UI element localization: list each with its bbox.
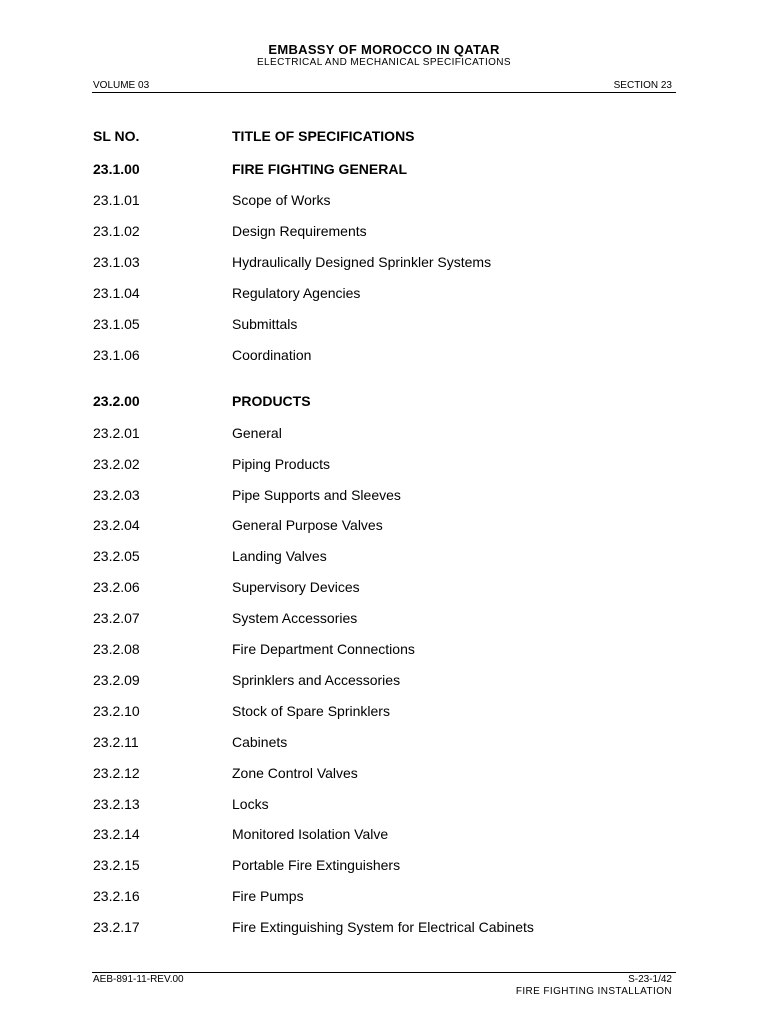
item-number: 23.1.01 bbox=[93, 192, 140, 208]
item-number: 23.2.04 bbox=[93, 517, 140, 533]
item-number: 23.2.06 bbox=[93, 579, 140, 595]
item-title: Design Requirements bbox=[232, 223, 367, 239]
item-number: 23.1.06 bbox=[93, 347, 140, 363]
toc-item bbox=[0, 826, 768, 846]
toc-item bbox=[0, 285, 768, 305]
page-number: S-23-1/42 bbox=[628, 974, 672, 985]
toc-item bbox=[0, 641, 768, 661]
item-number: 23.2.11 bbox=[93, 734, 139, 750]
header-divider bbox=[92, 92, 676, 93]
toc-item bbox=[0, 223, 768, 243]
item-number: 23.2.09 bbox=[93, 672, 140, 688]
toc-item bbox=[0, 796, 768, 816]
toc-section-heading bbox=[0, 393, 768, 413]
item-title: Cabinets bbox=[232, 734, 288, 750]
item-number: 23.1.04 bbox=[93, 285, 140, 301]
item-number: 23.1.02 bbox=[93, 223, 140, 239]
item-title: Submittals bbox=[232, 316, 298, 332]
item-number: 23.2.07 bbox=[93, 610, 140, 626]
item-number: 23.2.08 bbox=[93, 641, 140, 657]
toc-item bbox=[0, 734, 768, 754]
item-number: 23.2.13 bbox=[93, 796, 140, 812]
toc-item bbox=[0, 517, 768, 537]
section-label: SECTION 23 bbox=[613, 80, 672, 91]
column-title: TITLE OF SPECIFICATIONS bbox=[232, 128, 415, 144]
item-title: Regulatory Agencies bbox=[232, 285, 361, 301]
item-title: Fire Pumps bbox=[232, 888, 304, 904]
toc-item bbox=[0, 857, 768, 877]
toc-item bbox=[0, 610, 768, 630]
item-title: System Accessories bbox=[232, 610, 358, 626]
toc-item bbox=[0, 192, 768, 212]
item-title: Supervisory Devices bbox=[232, 579, 360, 595]
item-number: 23.1.03 bbox=[93, 254, 140, 270]
item-number: 23.2.05 bbox=[93, 548, 140, 564]
toc-column-header bbox=[0, 128, 768, 148]
item-title: Locks bbox=[232, 796, 269, 812]
item-title: Pipe Supports and Sleeves bbox=[232, 487, 401, 503]
item-title: General bbox=[232, 425, 282, 441]
item-title: Zone Control Valves bbox=[232, 765, 358, 781]
toc-item bbox=[0, 579, 768, 599]
item-number: 23.2.17 bbox=[93, 919, 140, 935]
item-title: Piping Products bbox=[232, 456, 331, 472]
toc-item bbox=[0, 888, 768, 908]
item-title: Monitored Isolation Valve bbox=[232, 826, 389, 842]
item-number: 23.2.16 bbox=[93, 888, 140, 904]
toc-item bbox=[0, 456, 768, 476]
toc-item bbox=[0, 548, 768, 568]
item-title: Fire Extinguishing System for Electrical Cabinets bbox=[232, 919, 534, 935]
toc-item bbox=[0, 347, 768, 367]
item-title: Scope of Works bbox=[232, 192, 331, 208]
column-sl-no: SL NO. bbox=[93, 128, 140, 144]
toc-section-heading bbox=[0, 161, 768, 181]
item-title: General Purpose Valves bbox=[232, 517, 383, 533]
toc-item bbox=[0, 765, 768, 785]
item-title: Stock of Spare Sprinklers bbox=[232, 703, 390, 719]
toc-item bbox=[0, 703, 768, 723]
item-number: 23.2.01 bbox=[93, 425, 140, 441]
document-subtitle: ELECTRICAL AND MECHANICAL SPECIFICATIONS bbox=[256, 57, 511, 68]
toc-item bbox=[0, 919, 768, 939]
item-number: 23.2.02 bbox=[93, 456, 140, 472]
item-number: 23.2.10 bbox=[93, 703, 140, 719]
item-title: Landing Valves bbox=[232, 548, 327, 564]
item-title: Coordination bbox=[232, 347, 312, 363]
item-number: 23.2.15 bbox=[93, 857, 140, 873]
document-title: EMBASSY OF MOROCCO IN QATAR bbox=[268, 42, 500, 57]
section-title: PRODUCTS bbox=[232, 393, 311, 409]
footer-divider bbox=[92, 972, 676, 973]
item-title: Hydraulically Designed Sprinkler Systems bbox=[232, 254, 492, 270]
item-number: 23.2.12 bbox=[93, 765, 140, 781]
footer-title: FIRE FIGHTING INSTALLATION bbox=[515, 986, 672, 997]
item-number: 23.2.03 bbox=[93, 487, 140, 503]
document-reference: AEB-891-11-REV.00 bbox=[93, 974, 184, 985]
toc-item bbox=[0, 487, 768, 507]
toc-item bbox=[0, 254, 768, 274]
section-number: 23.2.00 bbox=[93, 393, 140, 409]
section-number: 23.1.00 bbox=[93, 161, 140, 177]
item-title: Sprinklers and Accessories bbox=[232, 672, 401, 688]
item-title: Portable Fire Extinguishers bbox=[232, 857, 401, 873]
item-number: 23.2.14 bbox=[93, 826, 140, 842]
toc-item bbox=[0, 672, 768, 692]
item-number: 23.1.05 bbox=[93, 316, 140, 332]
item-title: Fire Department Connections bbox=[232, 641, 415, 657]
toc-item bbox=[0, 425, 768, 445]
volume-label: VOLUME 03 bbox=[93, 80, 150, 91]
toc-item bbox=[0, 316, 768, 336]
section-title: FIRE FIGHTING GENERAL bbox=[232, 161, 407, 177]
